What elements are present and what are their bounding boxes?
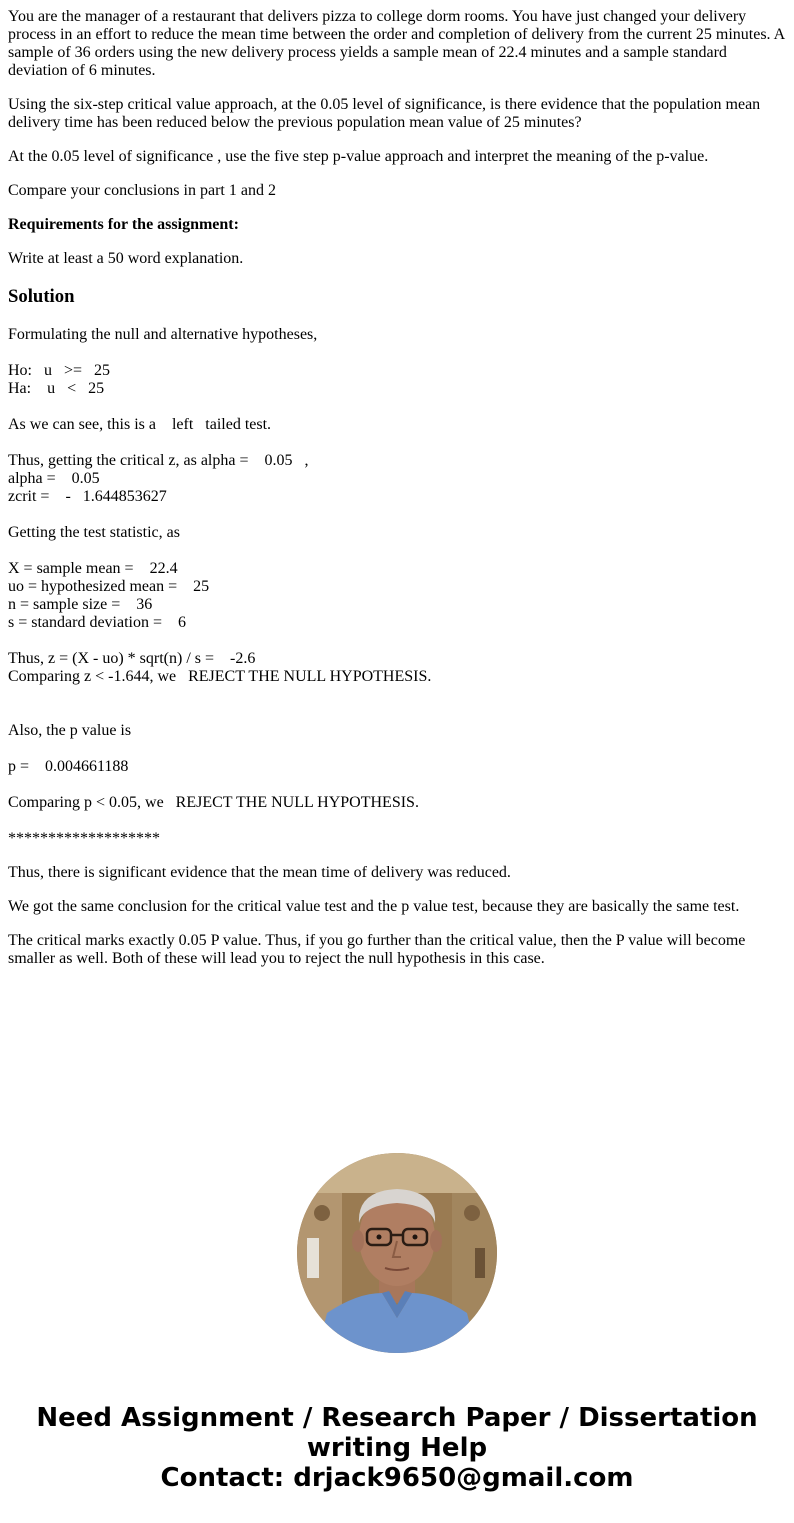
conclusion-paragraph-3: The critical marks exactly 0.05 P value. Thus, if you go further than the critical value, then the P value will become smaller as well. Both of these will lead you to reject the null hypothesis in this case.: [8, 932, 746, 967]
alternative-hypothesis: Ha: u < 25: [8, 380, 105, 397]
promo-contact-line: Contact: drjack9650@gmail.com: [160, 1463, 634, 1493]
promo-line-1: Need Assignment / Research Paper / Dissertation: [36, 1403, 758, 1433]
critical-z-line: Thus, getting the critical z, as alpha = 0.05 ,: [8, 452, 309, 469]
question-paragraph-3: At the 0.05 level of significance , use the five step p-value approach and interpret the meaning of the p-value.: [8, 148, 709, 165]
requirements-text: Write at least a 50 word explanation.: [8, 250, 244, 267]
test-statistic-intro: Getting the test statistic, as: [8, 524, 180, 541]
author-photo-illustration: [297, 1153, 497, 1353]
standard-deviation-line: s = standard deviation = 6: [8, 614, 187, 631]
question-paragraph-1: You are the manager of a restaurant that delivers pizza to college dorm rooms. You have just changed your delivery process in an effort to reduce the mean time between the order and completion of delivery from the current 25 minutes. A sample of 36 orders using the new delivery process yields a sample mean of 22.4 minutes and a sample standard deviation of 6 minutes.: [8, 8, 785, 79]
solution-heading: Solution: [8, 286, 75, 307]
sample-mean-line: X = sample mean = 22.4: [8, 560, 178, 577]
requirements-heading: Requirements for the assignment:: [8, 216, 239, 233]
null-hypothesis: Ho: u >= 25: [8, 362, 111, 379]
p-value-intro: Also, the p value is: [8, 722, 132, 739]
tail-statement: As we can see, this is a left tailed test.: [8, 416, 272, 433]
zcrit-line: zcrit = - 1.644853627: [8, 488, 167, 505]
conclusion-paragraph-1: Thus, there is significant evidence that the mean time of delivery was reduced.: [8, 864, 511, 881]
solution-body: [8, 326, 786, 968]
question-paragraph-4: Compare your conclusions in part 1 and 2: [8, 182, 276, 199]
hypothesized-mean-line: uo = hypothesized mean = 25: [8, 578, 210, 595]
author-avatar: [297, 1153, 497, 1353]
z-statistic-line: Thus, z = (X - uo) * sqrt(n) / s = -2.6: [8, 650, 256, 667]
hypotheses-intro: Formulating the null and alternative hypotheses,: [8, 326, 318, 343]
promo-line-2: writing Help: [306, 1433, 488, 1463]
p-comparison-line: Comparing p < 0.05, we REJECT THE NULL HYPOTHESIS.: [8, 794, 419, 811]
alpha-line: alpha = 0.05: [8, 470, 100, 487]
z-comparison-line: Comparing z < -1.644, we REJECT THE NULL HYPOTHESIS.: [8, 668, 432, 685]
question-paragraph-2: Using the six-step critical value approach, at the 0.05 level of significance, is there evidence that the population mean delivery time has been reduced below the previous population mean value of 25 minutes?: [8, 96, 761, 131]
conclusion-paragraph-2: We got the same conclusion for the critical value test and the p value test, because they are basically the same test.: [8, 898, 740, 915]
separator-stars: *******************: [8, 830, 160, 847]
p-value-line: p = 0.004661188: [8, 758, 129, 775]
promo-banner: [0, 1403, 794, 1493]
sample-size-line: n = sample size = 36: [8, 596, 153, 613]
